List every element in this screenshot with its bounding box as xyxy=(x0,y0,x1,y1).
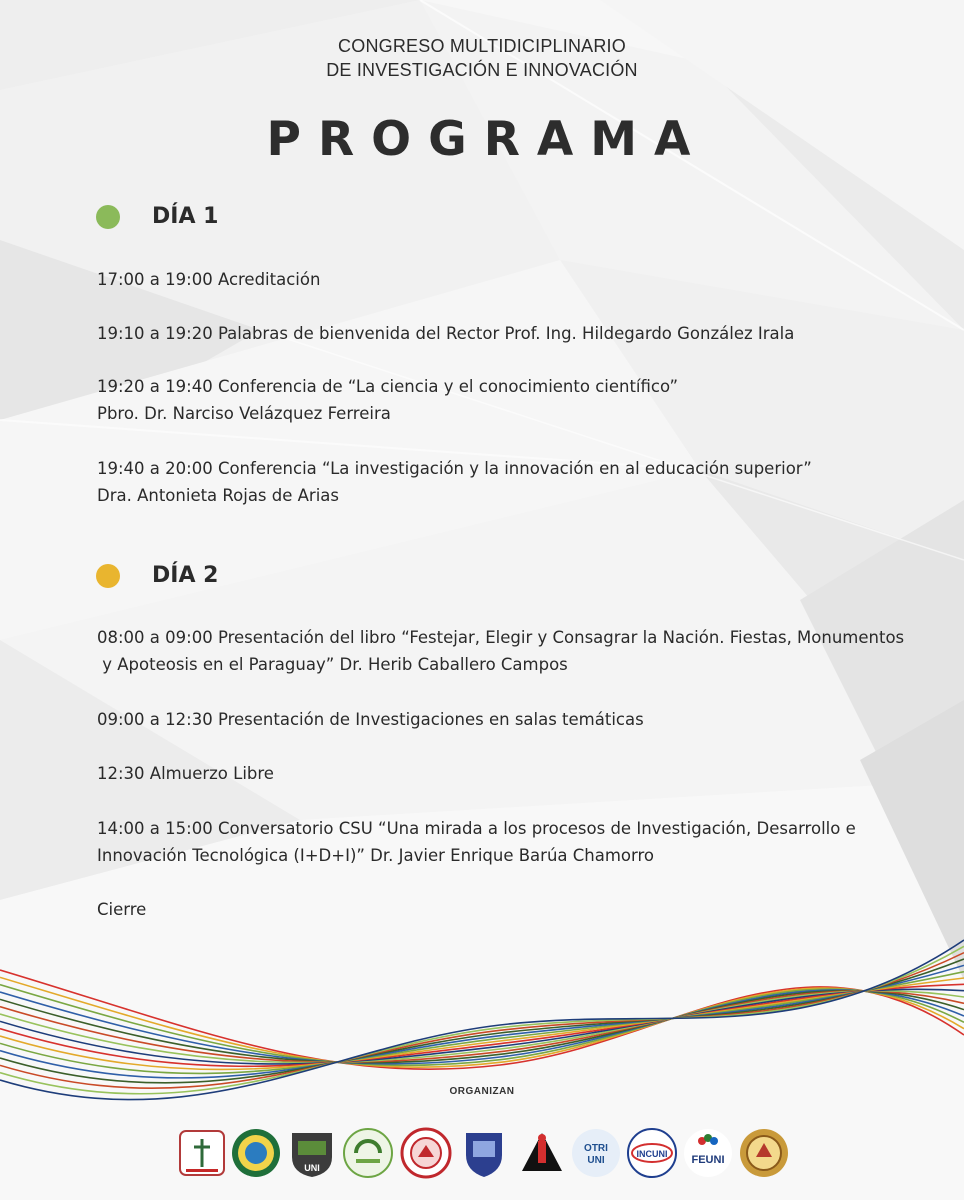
logo-incuni-icon xyxy=(626,1127,678,1179)
logo-gold-seal-icon xyxy=(738,1127,790,1179)
svg-text:FEUNI: FEUNI xyxy=(691,1154,725,1166)
schedule-line: 19:20 a 19:40 Conferencia de “La ciencia y el conocimiento científico” xyxy=(97,377,679,396)
logo-iun-icon xyxy=(516,1127,568,1179)
organizers-label: ORGANIZAN xyxy=(449,1086,515,1097)
schedule-line: Innovación Tecnológica (I+D+I)” Dr. Javier Enrique Barúa Chamorro xyxy=(97,846,655,865)
schedule-line: Dra. Antonieta Rojas de Arias xyxy=(97,486,340,505)
schedule-item xyxy=(97,815,947,869)
logo-shield-blue-icon xyxy=(458,1127,510,1179)
logo-otri-uni-icon xyxy=(570,1127,622,1179)
logo-fcaf-icon xyxy=(286,1127,338,1179)
schedule-line: 14:00 a 15:00 Conversatorio CSU “Una mirada a los procesos de Investigación, Desarrollo e xyxy=(97,819,856,838)
header xyxy=(0,34,964,82)
svg-text:UNI: UNI xyxy=(587,1155,605,1166)
schedule-line: Cierre xyxy=(97,900,147,919)
organizer-logos xyxy=(176,1123,796,1183)
logo-feuni-icon xyxy=(682,1127,734,1179)
schedule-line: 17:00 a 19:00 Acreditación xyxy=(97,270,321,289)
schedule-line: 19:40 a 20:00 Conferencia “La investigación y la innovación en al educación superior” xyxy=(97,459,812,478)
logo-round-seal-icon xyxy=(230,1127,282,1179)
logo-red-seal-icon xyxy=(400,1127,452,1179)
schedule-item xyxy=(97,266,947,293)
schedule-item xyxy=(97,896,947,923)
schedule-item xyxy=(97,760,947,787)
schedule-line: Pbro. Dr. Narciso Velázquez Ferreira xyxy=(97,404,391,423)
schedule-item xyxy=(97,706,947,733)
congress-title-line-1: CONGRESO MULTIDICIPLINARIO xyxy=(338,36,626,56)
schedule-item xyxy=(97,320,947,347)
page-title: PROGRAMA xyxy=(266,112,708,167)
day-1-label: DÍA 1 xyxy=(152,204,219,229)
day-2-dot-icon xyxy=(96,564,120,588)
logo-ciencias-tecnologia-icon xyxy=(342,1127,394,1179)
schedule-line: 09:00 a 12:30 Presentación de Investigaciones en salas temáticas xyxy=(97,710,644,729)
schedule-line: 12:30 Almuerzo Libre xyxy=(97,764,274,783)
svg-text:INCUNI: INCUNI xyxy=(636,1149,668,1159)
schedule-item xyxy=(97,455,947,509)
schedule-item xyxy=(97,373,947,427)
schedule-line: y Apoteosis en el Paraguay” Dr. Herib Caballero Campos xyxy=(97,655,568,674)
schedule-item xyxy=(97,624,947,678)
day-2-label: DÍA 2 xyxy=(152,563,219,588)
schedule-line: 08:00 a 09:00 Presentación del libro “Festejar, Elegir y Consagrar la Nación. Fiestas, Monumentos xyxy=(97,628,905,647)
svg-text:UNI: UNI xyxy=(304,1163,320,1173)
logo-faculty-health-icon xyxy=(176,1127,228,1179)
day-1-dot-icon xyxy=(96,205,120,229)
congress-title-line-2: DE INVESTIGACIÓN E INNOVACIÓN xyxy=(326,60,638,80)
svg-text:OTRI: OTRI xyxy=(584,1143,608,1154)
schedule-line: 19:10 a 19:20 Palabras de bienvenida del Rector Prof. Ing. Hildegardo González Irala xyxy=(97,324,795,343)
